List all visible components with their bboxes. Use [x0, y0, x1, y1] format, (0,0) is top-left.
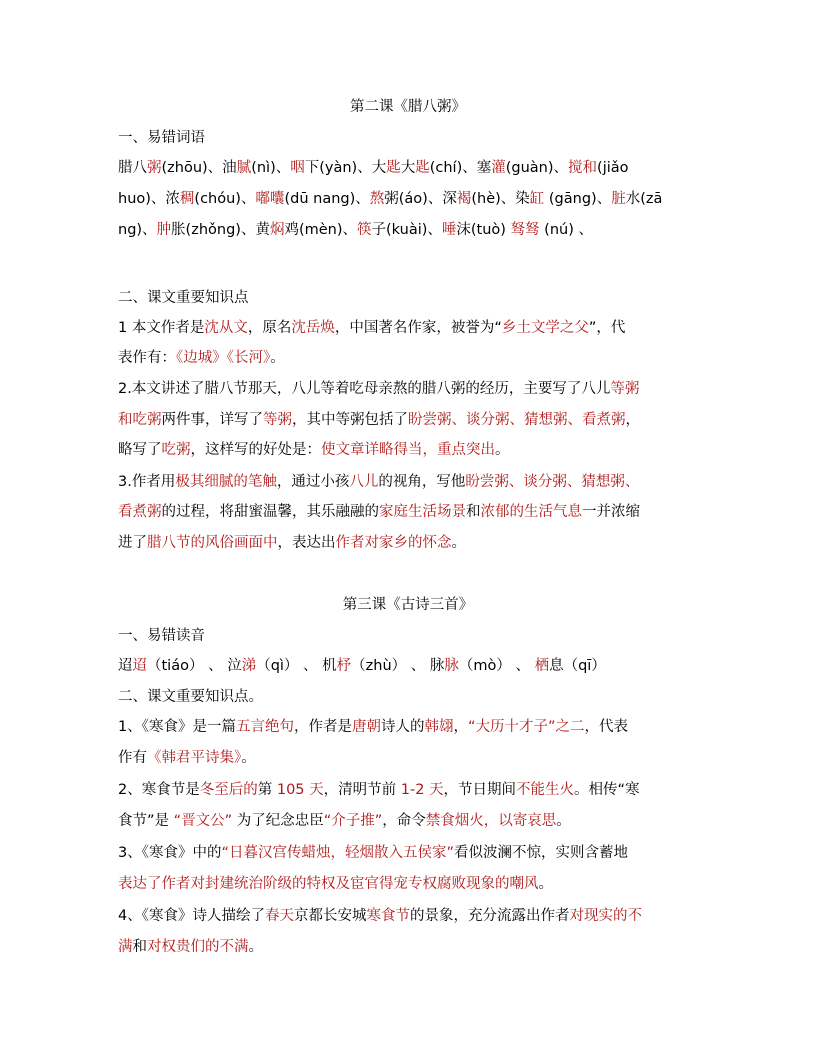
text-span: (chí)、塞 — [429, 160, 492, 176]
text-span: （qì） 、 机 — [256, 658, 337, 674]
text-span: ，命令 — [382, 813, 426, 829]
lesson2-section1-heading: 一、易错词语 — [118, 130, 205, 146]
text-span: 略写了 — [118, 442, 162, 458]
text-span: 沫(tuò) — [456, 222, 511, 238]
knowledge-point-line — [118, 440, 698, 460]
text-span: 。 — [495, 442, 510, 458]
highlighted-text: 等粥 — [263, 412, 292, 428]
knowledge-point-line — [118, 410, 698, 430]
text-span: 迢 — [118, 658, 133, 674]
highlighted-text: 灌 — [491, 160, 506, 176]
vocab-line — [118, 189, 698, 209]
highlighted-text: 天 — [424, 782, 444, 798]
text-span: 3、《寒食》中的 — [118, 845, 222, 861]
knowledge-point-line — [118, 472, 698, 492]
text-span: 3.作者用 — [118, 474, 176, 490]
text-span: 胀(zhǒng)、黄 — [171, 222, 270, 238]
highlighted-text: 禁食烟火，以寄哀思 — [425, 813, 557, 829]
highlighted-text: “大历十才子”之二 — [467, 719, 585, 735]
text-span: 1、《寒食》是一篇 — [118, 719, 236, 735]
highlighted-text: 涕 — [241, 658, 257, 674]
text-span: ng)、 — [118, 222, 157, 238]
highlighted-text: “晋文公” — [173, 813, 233, 829]
highlighted-text: 乡土文学之父 — [501, 320, 589, 336]
text-span: 。 — [556, 813, 571, 829]
text-span: 。 — [538, 876, 553, 892]
text-span: 京都长安城 — [293, 908, 367, 924]
text-span: 第 — [257, 782, 277, 798]
highlighted-text: 迢 — [132, 658, 147, 674]
vocab-line — [118, 220, 698, 240]
text-span: 的过程，将甜蜜温馨，其乐融融的 — [161, 504, 379, 520]
highlighted-text: 匙 — [415, 160, 430, 176]
text-span: ，通过小孩 — [276, 474, 350, 490]
highlighted-text: 脉 — [444, 658, 459, 674]
text-span: 。相传“寒 — [574, 782, 640, 798]
lesson3-section2-heading: 二、课文重要知识点。 — [118, 689, 263, 705]
text-span: 和 — [466, 504, 481, 520]
text-span: 。 — [451, 535, 466, 551]
text-span: 的景象，充分流露出作者 — [409, 908, 570, 924]
highlighted-text: 唐朝 — [351, 719, 381, 735]
text-span: 下(yàn)、大 — [304, 160, 387, 176]
text-span: huo)、浓 — [118, 191, 180, 207]
highlighted-text: 搅和 — [568, 160, 598, 176]
highlighted-text: “介子推” — [323, 813, 383, 829]
text-span: 2.本文讲述了腊八节那天，八儿等着吃母亲熬的腊八粥的经历，主要写了八儿 — [118, 381, 611, 397]
highlighted-text: 寒食节 — [366, 908, 410, 924]
highlighted-text: 家庭生活场景 — [379, 504, 466, 520]
highlighted-text: 稠 — [179, 191, 195, 207]
highlighted-text: 《边城》《长河》 — [176, 350, 271, 366]
knowledge-point-line — [118, 717, 698, 737]
highlighted-text: 盼尝粥、谈分粥、猜想粥、看煮粥 — [408, 412, 626, 428]
knowledge-point-line — [118, 780, 698, 800]
text-span: 水(zā — [625, 191, 663, 207]
highlighted-text: 和吃粥 — [118, 412, 162, 428]
highlighted-text: 对权贵们的不满 — [147, 939, 249, 955]
text-span: 看似波澜不惊，实则含蓄地 — [454, 845, 629, 861]
lesson3-title: 第三课《古诗三首》 — [342, 597, 474, 613]
knowledge-point-line — [118, 843, 698, 863]
text-span: 的视角，写他 — [378, 474, 466, 490]
highlighted-text: 腻 — [236, 160, 252, 176]
text-span: 为了纪念忠臣 — [232, 813, 324, 829]
highlighted-text: 冬至后的 — [199, 782, 258, 798]
highlighted-text: 天 — [304, 782, 324, 798]
text-span: (nì)、 — [251, 160, 291, 176]
text-span: (dū nang)、 — [284, 191, 370, 207]
highlighted-text: 驽驽 — [510, 222, 540, 238]
text-span: （zhù） 、 脉 — [351, 658, 445, 674]
text-span: 。 — [270, 350, 285, 366]
highlighted-text: 作者对家乡的怀念 — [335, 535, 452, 551]
highlighted-text: 唾 — [441, 222, 457, 238]
highlighted-text: 筷 — [357, 222, 372, 238]
highlighted-text: 嘟囔 — [255, 191, 285, 207]
highlighted-text: 满 — [118, 939, 133, 955]
highlighted-text: 浓郁的生活气息 — [480, 504, 582, 520]
pronunciation-line — [118, 656, 698, 676]
highlighted-text: 匙 — [386, 160, 401, 176]
text-span: ，清明节前 — [323, 782, 401, 798]
highlighted-text: 熬 — [369, 191, 385, 207]
text-span: 大 — [400, 160, 416, 176]
text-span: 食节”是 — [118, 813, 174, 829]
highlighted-text: 八儿 — [349, 474, 379, 490]
text-span: 。 — [248, 939, 263, 955]
text-span: ，节日期间 — [443, 782, 517, 798]
text-span: 腊八 — [118, 160, 147, 176]
highlighted-text: 吃粥 — [161, 442, 191, 458]
highlighted-text: 春天 — [264, 908, 294, 924]
highlighted-text: 对现实的不 — [569, 908, 642, 924]
highlighted-text: 1-2 — [400, 782, 425, 798]
text-span: (jiǎo — [597, 160, 629, 176]
text-span: 。 — [241, 750, 256, 766]
text-span: 和 — [132, 939, 147, 955]
text-span: 进了 — [118, 535, 147, 551]
highlighted-text: 沈岳焕 — [291, 320, 335, 336]
highlighted-text: “日暮汉宫传蜡烛，轻烟散入五侯家” — [221, 845, 455, 861]
highlighted-text: 使文章详略得当，重点突出 — [321, 442, 495, 458]
text-span: 粥(áo)、深 — [384, 191, 457, 207]
text-span: 作有 — [118, 750, 147, 766]
knowledge-point-line — [118, 379, 698, 399]
highlighted-text: 极其细腻的笔触 — [175, 474, 277, 490]
text-span: 诗人的 — [380, 719, 425, 735]
highlighted-text: 咽 — [290, 160, 305, 176]
highlighted-text: 不能生火 — [516, 782, 575, 798]
highlighted-text: 栖 — [534, 658, 550, 674]
text-span: 2、寒食节是 — [118, 782, 200, 798]
highlighted-text: 看煮粥 — [118, 504, 162, 520]
lesson3-section1-heading: 一、易错读音 — [118, 628, 205, 644]
text-span: (chóu)、 — [194, 191, 256, 207]
highlighted-text: 表达了作者对封建统治阶级的特权及宦官得宠专权腐败现象的嘲风 — [118, 876, 539, 892]
knowledge-point-line — [118, 874, 698, 894]
highlighted-text: 脏 — [611, 191, 626, 207]
text-span: ，表达出 — [277, 535, 336, 551]
text-span: (zhōu)、油 — [161, 160, 237, 176]
highlighted-text: 盼尝粥、谈分粥、猜想粥、 — [465, 474, 640, 490]
highlighted-text: 腊八节的风俗画面中 — [147, 535, 278, 551]
text-span: ， — [453, 719, 468, 735]
text-span: （mò） 、 — [458, 658, 535, 674]
text-span: 1 本文作者是 — [118, 320, 205, 336]
text-span: ，代表 — [584, 719, 629, 735]
text-span: (gāng)、 — [544, 191, 612, 207]
text-span: ， — [625, 412, 640, 428]
text-span: (hè)、染 — [471, 191, 530, 207]
knowledge-point-line — [118, 318, 698, 338]
lesson2-title: 第二课《腊八粥》 — [350, 99, 466, 115]
text-span: ，原名 — [247, 320, 292, 336]
text-span: 4、《寒食》诗人描绘了 — [118, 908, 265, 924]
highlighted-text: 沈从文 — [204, 320, 248, 336]
knowledge-point-line — [118, 748, 698, 768]
text-span: (guàn)、 — [505, 160, 569, 176]
vocab-line — [118, 158, 698, 178]
text-span: （tiáo） 、 泣 — [147, 658, 242, 674]
highlighted-text: 105 — [276, 782, 305, 798]
text-span: 鸡(mèn)、 — [284, 222, 358, 238]
knowledge-point-line — [118, 906, 698, 926]
knowledge-point-line — [118, 811, 698, 831]
highlighted-text: 肿 — [156, 222, 172, 238]
knowledge-point-line — [118, 348, 698, 368]
highlighted-text: 缸 — [529, 191, 545, 207]
text-span: ，中国著名作家，被誉为“ — [334, 320, 502, 336]
text-span: 子(kuài)、 — [371, 222, 442, 238]
highlighted-text: 等粥 — [610, 381, 640, 397]
text-span: ”，代 — [588, 320, 626, 336]
highlighted-text: 五言绝句 — [235, 719, 294, 735]
knowledge-point-line — [118, 533, 698, 553]
highlighted-text: 褐 — [456, 191, 472, 207]
knowledge-point-line — [118, 502, 698, 522]
text-span: ，作者是 — [293, 719, 352, 735]
highlighted-text: 韩翃 — [424, 719, 454, 735]
highlighted-text: 焖 — [269, 222, 285, 238]
text-span: ，其中等粥包括了 — [292, 412, 408, 428]
text-span: 两件事，详写了 — [161, 412, 263, 428]
highlighted-text: 《韩君平诗集》 — [147, 750, 242, 766]
highlighted-text: 杼 — [336, 658, 352, 674]
text-span: 表作有： — [118, 350, 176, 366]
text-span: (nú) 、 — [539, 222, 593, 238]
highlighted-text: 粥 — [147, 160, 162, 176]
lesson2-section2-heading: 二、课文重要知识点 — [118, 290, 249, 306]
knowledge-point-line — [118, 937, 698, 957]
text-span: 息（qī） — [549, 658, 606, 674]
text-span: 一并浓缩 — [582, 504, 640, 520]
text-span: ，这样写的好处是： — [190, 442, 321, 458]
